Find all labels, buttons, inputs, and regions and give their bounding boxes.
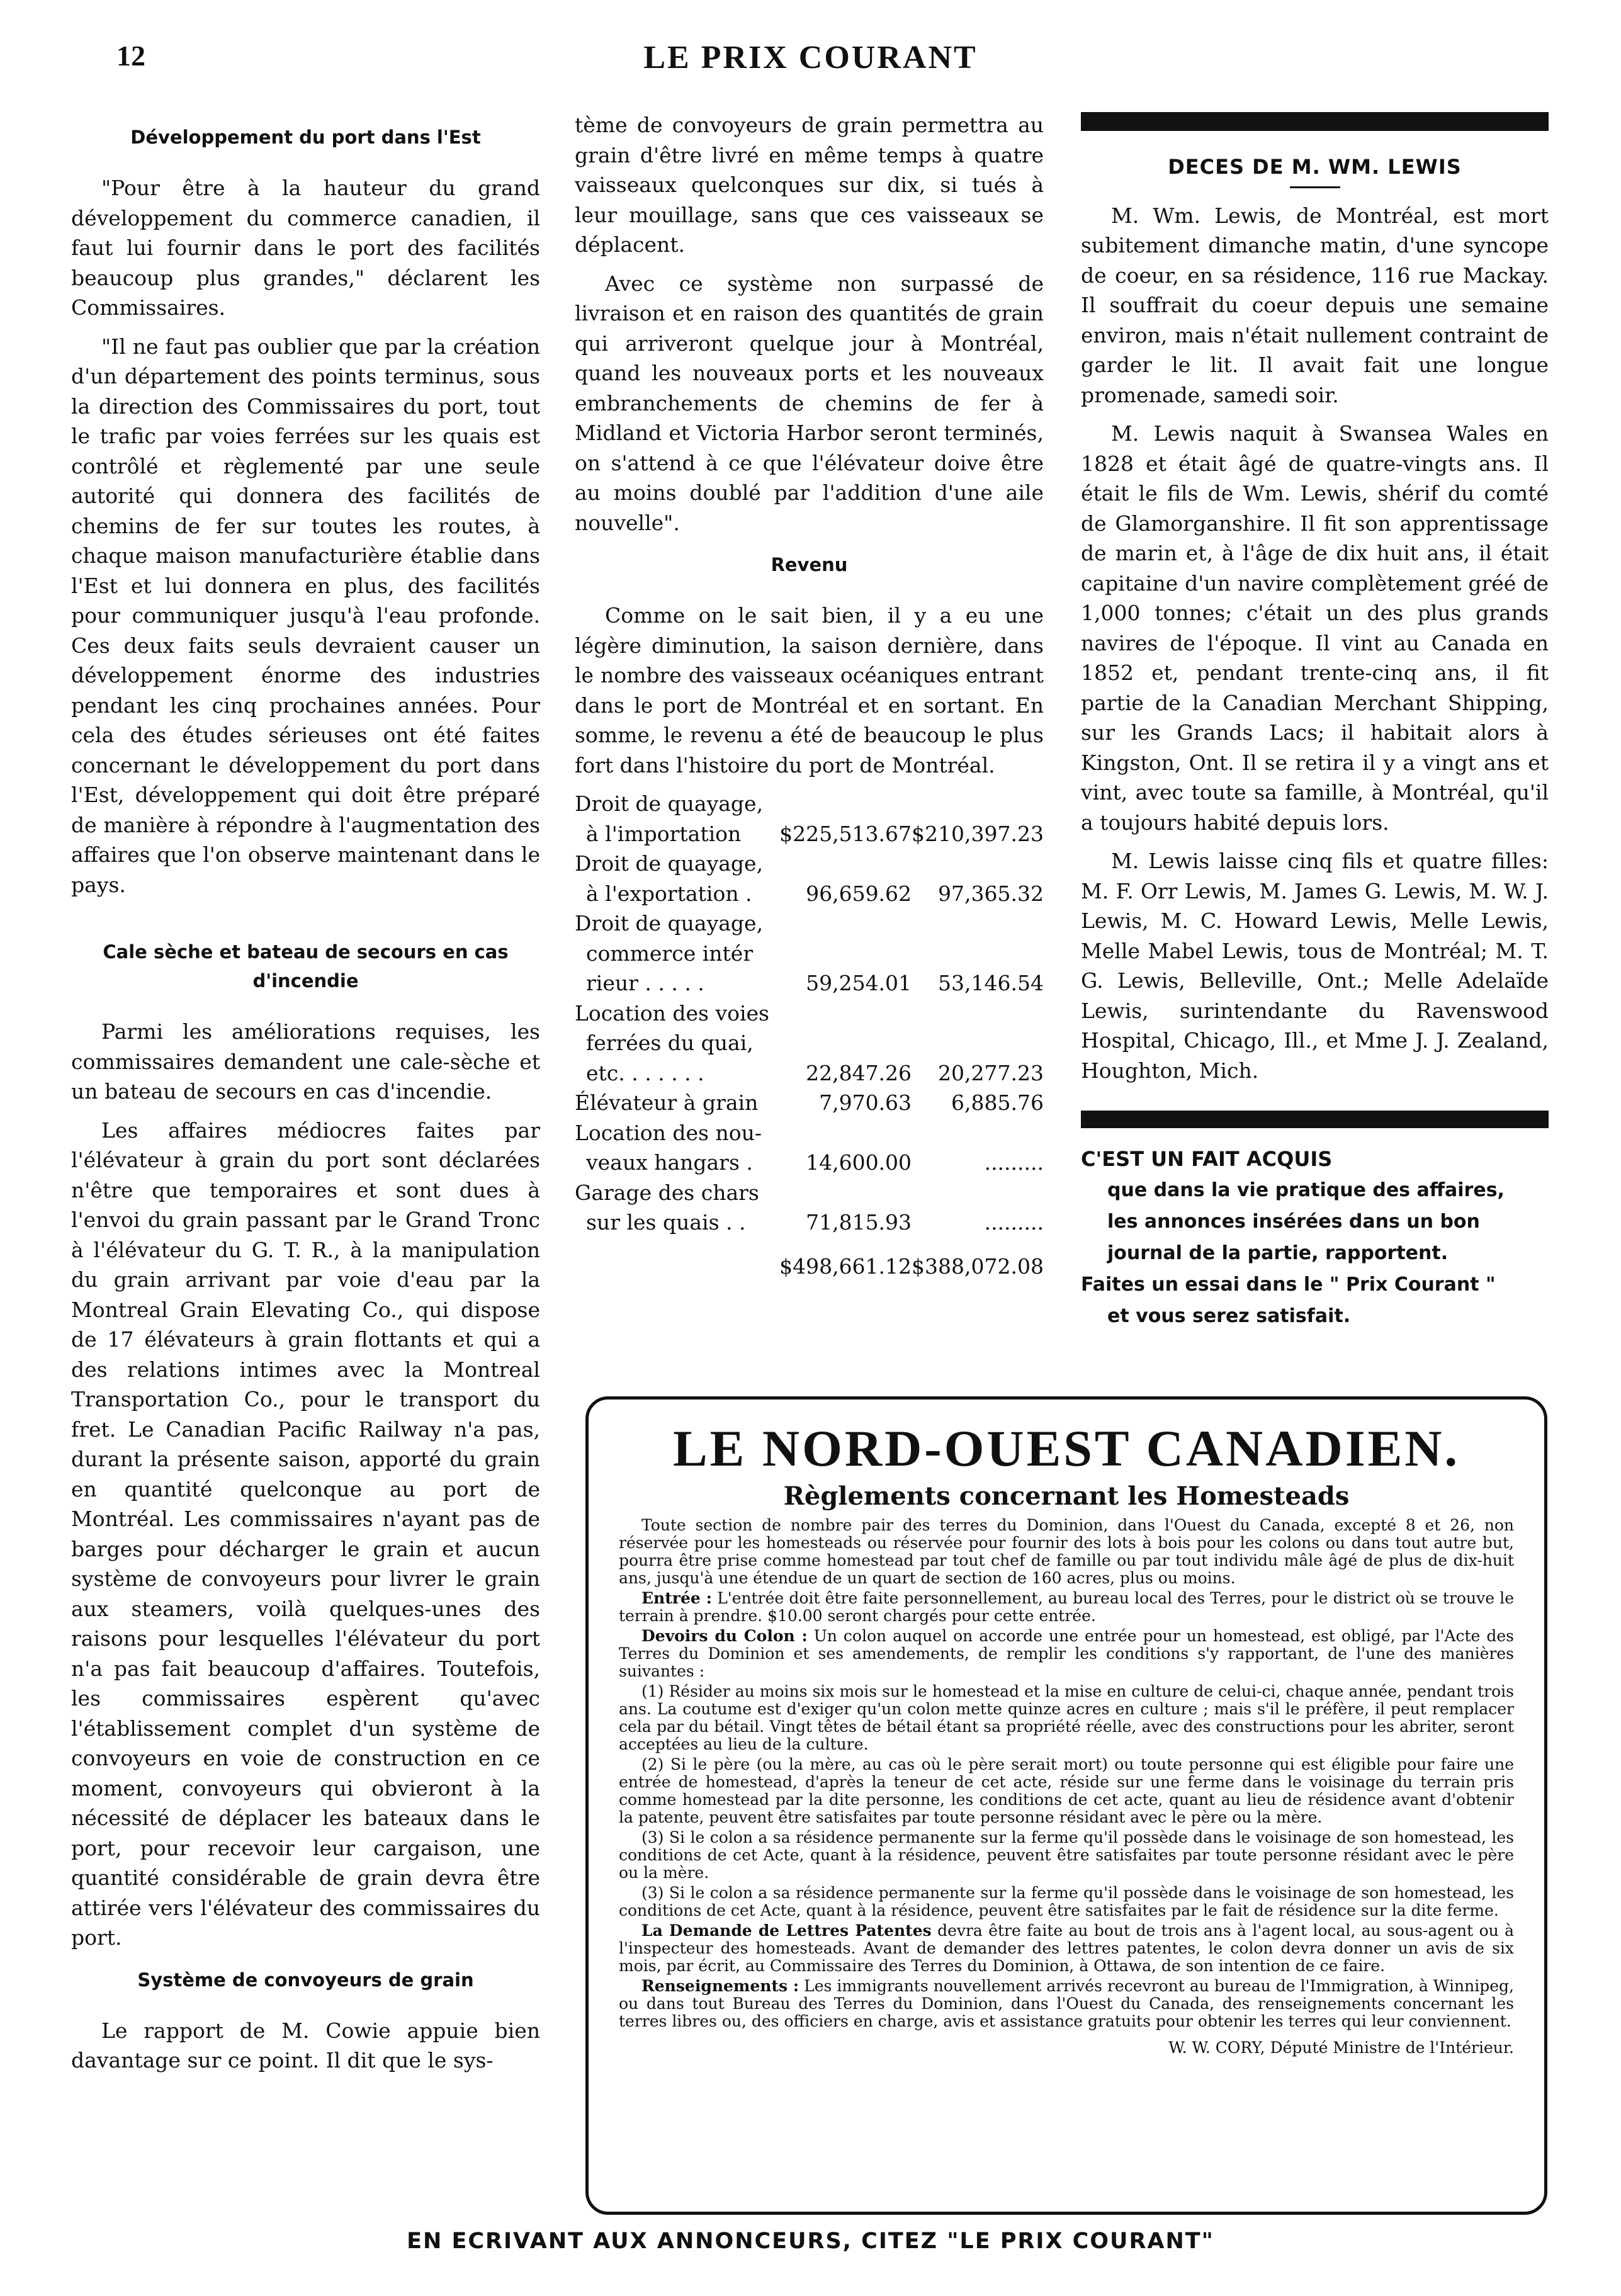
paragraph: M. Wm. Lewis, de Montréal, est mort subitement dimanche matin, d'une syncope de coeur, en sa résidence, 116 rue Mackay. Il souffrait du coeur depuis une semaine environ, mais n'était nullement contraint de garder le lit. Il avait fait une longue promenade, samedi soir. [1081,203,1549,407]
table-row: etc. . . . . . . 22,847.26 20,277.23 [586,1060,1044,1085]
paragraph: M. Lewis laisse cinq fils et quatre filles: M. F. Orr Lewis, M. James G. Lewis, M. W. J. Lewis, M. C. Howard Lewis, Melle Lewis, Melle Mabel Lewis, tous de Montréal; M. T. G. Lewis, Belleville, Ont.; Melle Adelaïde Lewis, surintendante du Ravenswood Hospital, Chicago, Ill., et Mme J. J. Zealand, Houghton, Mich. [1081,849,1549,1083]
signature: W. W. CORY, Député Ministre de l'Intérieur. [1168,2039,1514,2057]
notice-line: journal de la partie, rapportent. [1107,1242,1449,1264]
table-row: veaux hangars . 14,600.00 ......... [586,1150,1044,1175]
ad-subtitle: Règlements concernant les Homesteads [783,1481,1350,1511]
paragraph: Le rapport de M. Cowie appuie bien davantage sur ce point. Il dit que le sys- [71,2018,540,2073]
column-3 [1081,107,1549,1332]
table-row: ferrées du quai, [586,1031,754,1055]
homestead-advertisement [585,1396,1547,2215]
paragraph: Toute section de nombre pair des terres du Dominion, dans l'Ouest du Canada, excepté 8 et 26, non réservée pour les homesteads ou réservée pour fournir des lots à bois pour les colons ou dans tout autre but, pourra être prise comme homestead par tout chef de famille ou par tout individu mâle âgé de plus de dix-huit ans, jusqu'à une étendue de un quart de section de 160 acres, plus ou moins. [619,1516,1514,1587]
notice-heading: C'EST UN FAIT ACQUIS [1081,1147,1333,1171]
table-row: Droit de quayage, [575,791,764,816]
table-row: commerce intér [586,941,754,966]
page-number: 12 [116,40,145,72]
section-heading: Revenu [771,554,848,575]
divider [1081,1111,1549,1128]
term-label: La Demande de Lettres Patentes [641,1921,932,1940]
notice-line: Faites un essai dans le " Prix Courant " [1081,1274,1496,1296]
divider [1290,186,1340,188]
table-row: sur les quais . . 71,815.93 ......... [586,1210,1044,1235]
table-row: rieur . . . . . 59,254.01 53,146.54 [586,971,1044,995]
term-label: Devoirs du Colon : [641,1627,808,1645]
paragraph: (2) Si le père (ou la mère, au cas où le père serait mort) ou toute personne qui est éligible pour faire une entrée de homestead, d'après la teneur de cet acte, réside sur une ferme dans le voisinage du terrain pris comme homestead par la dite personne, les conditions de cet acte, quant au lieu de résidence avant d'obtenir la patente, peuvent être satisfaites par toute personne résidant avec le père ou la mère. [619,1755,1514,1826]
paragraph: Avec ce système non surpassé de livraison et en raison des quantités de grain qui arriveront quelque jour à Montréal, quand les nouveaux ports et les nouveaux embranchements de chemins de fer à Midland et Victoria Harbor seront terminés, on s'attend à ce que l'élévateur doive être au moins doublé par l'addition d'une aile nouvelle". [575,271,1044,535]
ad-title: LE NORD-OUEST CANADIEN. [672,1420,1460,1477]
table-row: Élévateur à grain 7,970.63 6,885.76 [575,1090,1044,1115]
section-heading: Cale sèche et bateau de secours en cas d'incendie [103,941,509,992]
paragraph: M. Lewis naquit à Swansea Wales en 1828 et était âgé de quatre-vingts ans. Il était le fils de Wm. Lewis, shérif du comté de Glamorganshire. Il fit son apprentissage de marin et, à l'âge de dix huit ans, il était capitaine d'un navire complètement gréé de 1,000 tonnes; c'était un des plus grands navires de l'époque. Il vint au Canada en 1852 et, pendant trente-cinq ans, il fit partie de la Canadian Merchant Shipping, sur les Grands Lacs; il habitait alors à Kingston, Ont. Il se retira il y a vingt ans et vint, avec toute sa famille, à Montréal, qu'il a toujours habité depuis lors. [1081,421,1549,835]
table-total-row: $498,661.12 $388,072.08 [779,1254,1044,1279]
term-label: Renseignements : [641,1977,799,1995]
term-label: Entrée : [641,1589,712,1607]
notice-line: que dans la vie pratique des affaires, [1107,1179,1505,1201]
paragraph: "Il ne faut pas oublier que par la création d'un département des points terminus, sous la direction des Commissaires du port, tout le trafic par voies ferrées sur les quais est contrôlé et règlementé par une seule autorité qui donnera des facilités de chemins de fer sur toutes les routes, à chaque maison manufacturière établie dans l'Est et lui donnera en plus, des facilités pour communiquer jusqu'à l'eau profonde. Ces deux faits seuls devraient causer un développement énorme des industries pendant les cinq prochaines années. Pour cela des études sérieuses ont été faites concernant le développement du port dans l'Est, développement qui doit être préparé de manière à répondre à l'augmentation des affaires que l'on observe maintenant dans le pays. [71,334,540,897]
obituary-title: DECES DE M. WM. LEWIS [1168,155,1462,179]
paragraph: Entrée : L'entrée doit être faite personnellement, au bureau local des Terres, pour le district où se trouve le terrain à prendre. $10.00 seront chargés pour cette entrée. [619,1589,1515,1625]
column-2 [575,110,1044,1282]
divider [1081,112,1549,131]
paragraph: Comme on le sait bien, il y a eu une légère diminution, la saison dernière, dans le nombre des vaisseaux océaniques entrant dans le port de Montréal et en sortant. En somme, le revenu a été de beaucoup le plus fort dans l'histoire du port de Montréal. [575,603,1044,778]
paragraph: "Pour être à la hauteur du grand développement du commerce canadien, il faut lui fournir dans le port des facilités beaucoup plus grandes," déclarent les Commissaires. [71,176,540,320]
paragraph: Renseignements : Les immigrants nouvellement arrivés recevront au bureau de l'Immigration, à Winnipeg, ou dans tout Bureau des Terres du Dominion, dans l'Ouest du Canada, des renseignements concernant les terres libres ou, des officiers en charge, avis et assistance gratuits pour obtenir les terres qui leur conviennent. [619,1977,1514,2030]
paragraph: tème de convoyeurs de grain permettra au grain d'être livré en même temps à quatre vaisseaux quelconques sur dix, si tués à leur mouillage, sans que ces vaisseaux se déplacent. [575,113,1044,257]
paragraph: (3) Si le colon a sa résidence permanente sur la ferme qu'il possède dans le voisinage de son homestead, les conditions de cet Acte, quant à la résidence, peuvent être satisfaites par le fait de résidence sur la dite ferme. [619,1884,1514,1920]
paragraph: Les affaires médiocres faites par l'élévateur à grain du port sont déclarées n'être que temporaires et sont dues à l'envoi du grain passant par le Grand Tronc à l'élévateur du G. T. R., à la manipulation du grain arrivant par voie d'eau par la Montreal Grain Elevating Co., qui dispose de 17 élévateurs à grain flottants et qui a des relations intimes avec la Montreal Transportation Co., pour le transport du fret. Le Canadian Pacific Railway n'a pas, durant la présente saison, apporté du grain en quantité quelconque au port de Montréal. Les commissaires n'ayant pas de barges pour décharger le grain et aucun système de convoyeurs pour livrer le grain aux steamers, voilà quelques-unes des raisons pour lesquelles l'élévateur du port n'a pas fait beaucoup d'affaires. Toutefois, les commissaires espèrent qu'avec l'établissement complet d'un système de convoyeurs en voie de construction en ce moment, convoyeurs qui obvieront à la nécessité de déplacer les bateaux dans le port, pour recevoir leur cargaison, une quantité considérable de grain devra être attirée vers l'élévateur des commissaires du port. [71,1117,540,1950]
paragraph: Devoirs du Colon : Un colon auquel on accorde une entrée pour un homestead, est obligé, par l'Acte des Terres du Dominion et ses amendements, de remplir les conditions s'y rapportant, de l'une des manières suivantes : [619,1627,1514,1680]
advertising-notice [1081,1143,1549,1332]
notice-line: et vous serez satisfait. [1107,1305,1351,1327]
paragraph: La Demande de Lettres Patentes devra être faite au bout de trois ans à l'agent local, au sous-agent ou à l'inspecteur des homesteads. Avant de demander des lettres patentes, le colon devra donner un avis de six mois, par écrit, au Commissaire des Terres du Dominion, à Ottawa, de son intention de ce faire. [619,1921,1514,1975]
section-heading: Développement du port dans l'Est [130,127,481,148]
table-row: Location des voies [575,1000,769,1026]
table-row: à l'exportation . 96,659.62 97,365.32 [586,881,1044,906]
column-1 [71,110,540,2084]
running-title: LE PRIX COURANT [643,40,978,76]
table-row: Droit de quayage, [575,911,764,936]
revenue-table [575,789,1044,1282]
table-row: Droit de quayage, [575,851,764,876]
paragraph: (3) Si le colon a sa résidence permanente sur la ferme qu'il possède dans le voisinage de son homestead, les conditions de cet Acte, quant à la résidence, peuvent être satisfaites par toute personne résidant avec le père ou la mère. [619,1828,1514,1882]
notice-line: les annonces insérées dans un bon [1107,1211,1480,1233]
paragraph: Parmi les améliorations requises, les commissaires demandent une cale-sèche et un bateau de secours en cas d'incendie. [71,1019,540,1104]
table-row: à l'importation $225,513.67 $210,397.23 [586,821,1044,846]
page-footer: EN ECRIVANT AUX ANNONCEURS, CITEZ "LE PRIX COURANT" [407,2229,1214,2254]
section-heading: Système de convoyeurs de grain [137,1969,474,1991]
table-row: Location des nou- [575,1120,762,1145]
paragraph: (1) Résider au moins six mois sur le homestead et la mise en culture de celui-ci, chaque année, pendant trois ans. La coutume est d'exiger qu'un colon mette quinze acres en culture ; mais s'il le préfère, il peut remplacer cela par du bétail. Vingt têtes de bétail étant sa propriété réelle, avec des constructions pour les abriter, seront acceptées au lieu de la culture. [619,1682,1514,1753]
table-row: Garage des chars [575,1180,759,1205]
